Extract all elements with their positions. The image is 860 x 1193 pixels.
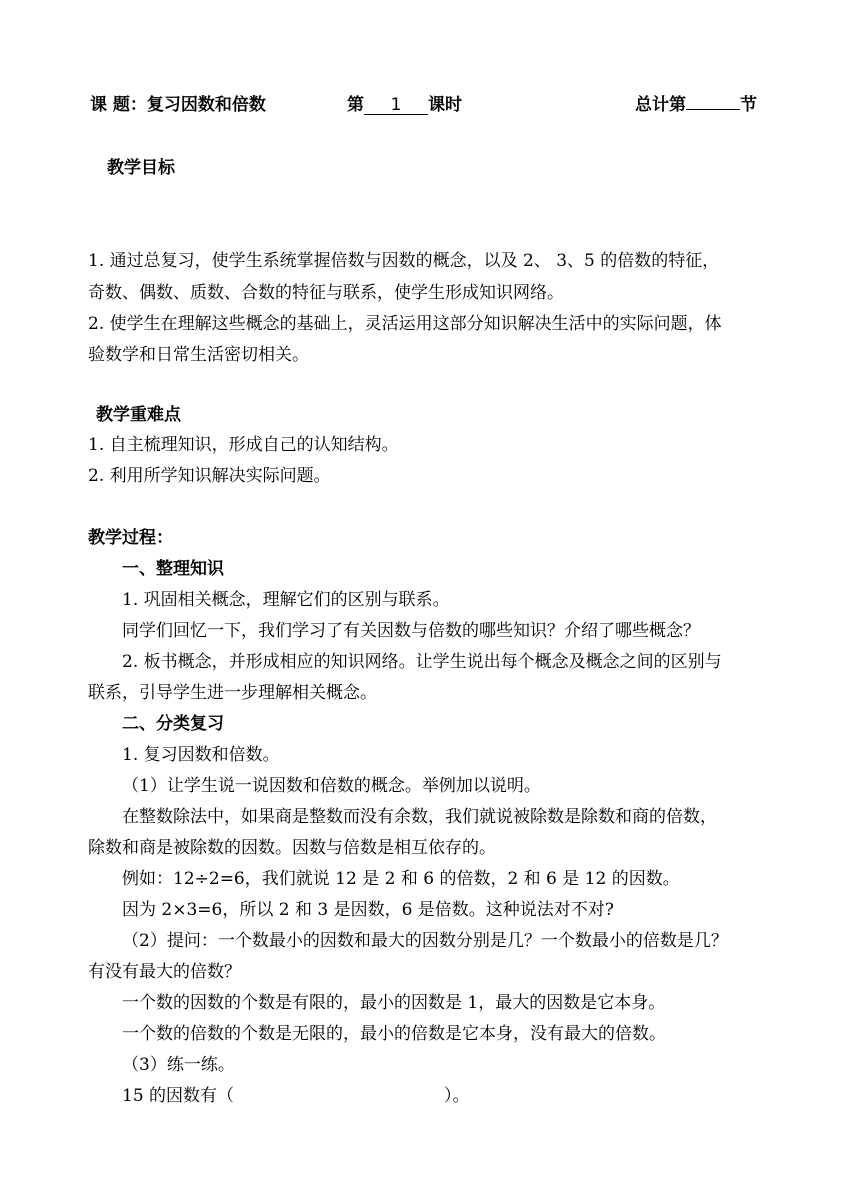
paragraph: 同学们回忆一下，我们学习了有关因数与倍数的哪些知识？介绍了哪些概念？: [122, 621, 700, 641]
paragraph: 一个数的因数的个数是有限的，最小的因数是 1，最大的因数是它本身。: [122, 993, 666, 1013]
paragraph: （3）练一练。: [122, 1055, 235, 1075]
objective-line-3: 2. 使学生在理解这些概念的基础上，灵活运用这部分知识解决生活中的实际问题，体: [88, 314, 722, 334]
topic-line: [90, 95, 266, 115]
lesson-suffix: 课时: [428, 95, 462, 115]
paragraph: 例如：12÷2=6，我们就说 12 是 2 和 6 的倍数，2 和 6 是 12 的因数。: [122, 869, 680, 889]
paragraph: 有没有最大的倍数？: [88, 962, 241, 982]
lesson-prefix: 第: [347, 95, 364, 115]
total-count-line: [635, 95, 757, 115]
paragraph: 除数和商是被除数的因数。因数与倍数是相互依存的。: [88, 838, 496, 858]
paragraph: 1. 巩固相关概念，理解它们的区别与联系。: [122, 590, 450, 610]
exercise-line: [122, 1086, 470, 1106]
lesson-number-line: [347, 95, 462, 115]
paragraph: （2）提问：一个数最小的因数和最大的因数分别是几？一个数最小的倍数是几？: [122, 931, 728, 951]
process-heading: 教学过程：: [88, 528, 173, 548]
objective-line-4: 验数学和日常生活密切相关。: [88, 345, 309, 365]
lesson-number: 1: [364, 96, 428, 115]
objective-line-2: 奇数、偶数、质数、合数的特征与联系，使学生形成知识网络。: [88, 283, 564, 303]
paragraph: 一个数的倍数的个数是无限的，最小的倍数是它本身，没有最大的倍数。: [122, 1024, 666, 1044]
total-prefix: 总计第: [635, 95, 686, 115]
total-blank: [686, 109, 740, 110]
topic-label: 课 题：: [90, 95, 147, 115]
objectives-heading: 教学目标: [107, 158, 175, 178]
paragraph: 在整数除法中，如果商是整数而没有余数，我们就说被除数是除数和商的倍数，: [122, 807, 717, 827]
topic-title: 复习因数和倍数: [146, 95, 266, 115]
paragraph: 2. 板书概念，并形成相应的知识网络。让学生说出每个概念及概念之间的区别与: [122, 652, 722, 672]
paragraph: 1. 复习因数和倍数。: [122, 745, 280, 765]
keypoint-line-1: 1. 自主梳理知识，形成自己的认知结构。: [88, 435, 399, 455]
keypoint-line-2: 2. 利用所学知识解决实际问题。: [88, 466, 331, 486]
paragraph: 因为 2×3=6，所以 2 和 3 是因数，6 是倍数。这种说法对不对?: [122, 900, 614, 920]
exercise-prefix: 15 的因数有（: [122, 1086, 235, 1106]
paragraph: 联系，引导学生进一步理解相关概念。: [88, 683, 377, 703]
keypoints-heading: 教学重难点: [96, 405, 181, 425]
section-1-heading: 一、整理知识: [122, 559, 224, 579]
exercise-suffix: ）。: [444, 1086, 470, 1106]
total-suffix: 节: [740, 95, 757, 115]
objective-line-1: 1. 通过总复习，使学生系统掌握倍数与因数的概念，以及 2、 3、5 的倍数的特征，: [88, 251, 720, 271]
section-2-heading: 二、分类复习: [122, 714, 224, 734]
paragraph: （1）让学生说一说因数和倍数的概念。举例加以说明。: [122, 776, 541, 796]
